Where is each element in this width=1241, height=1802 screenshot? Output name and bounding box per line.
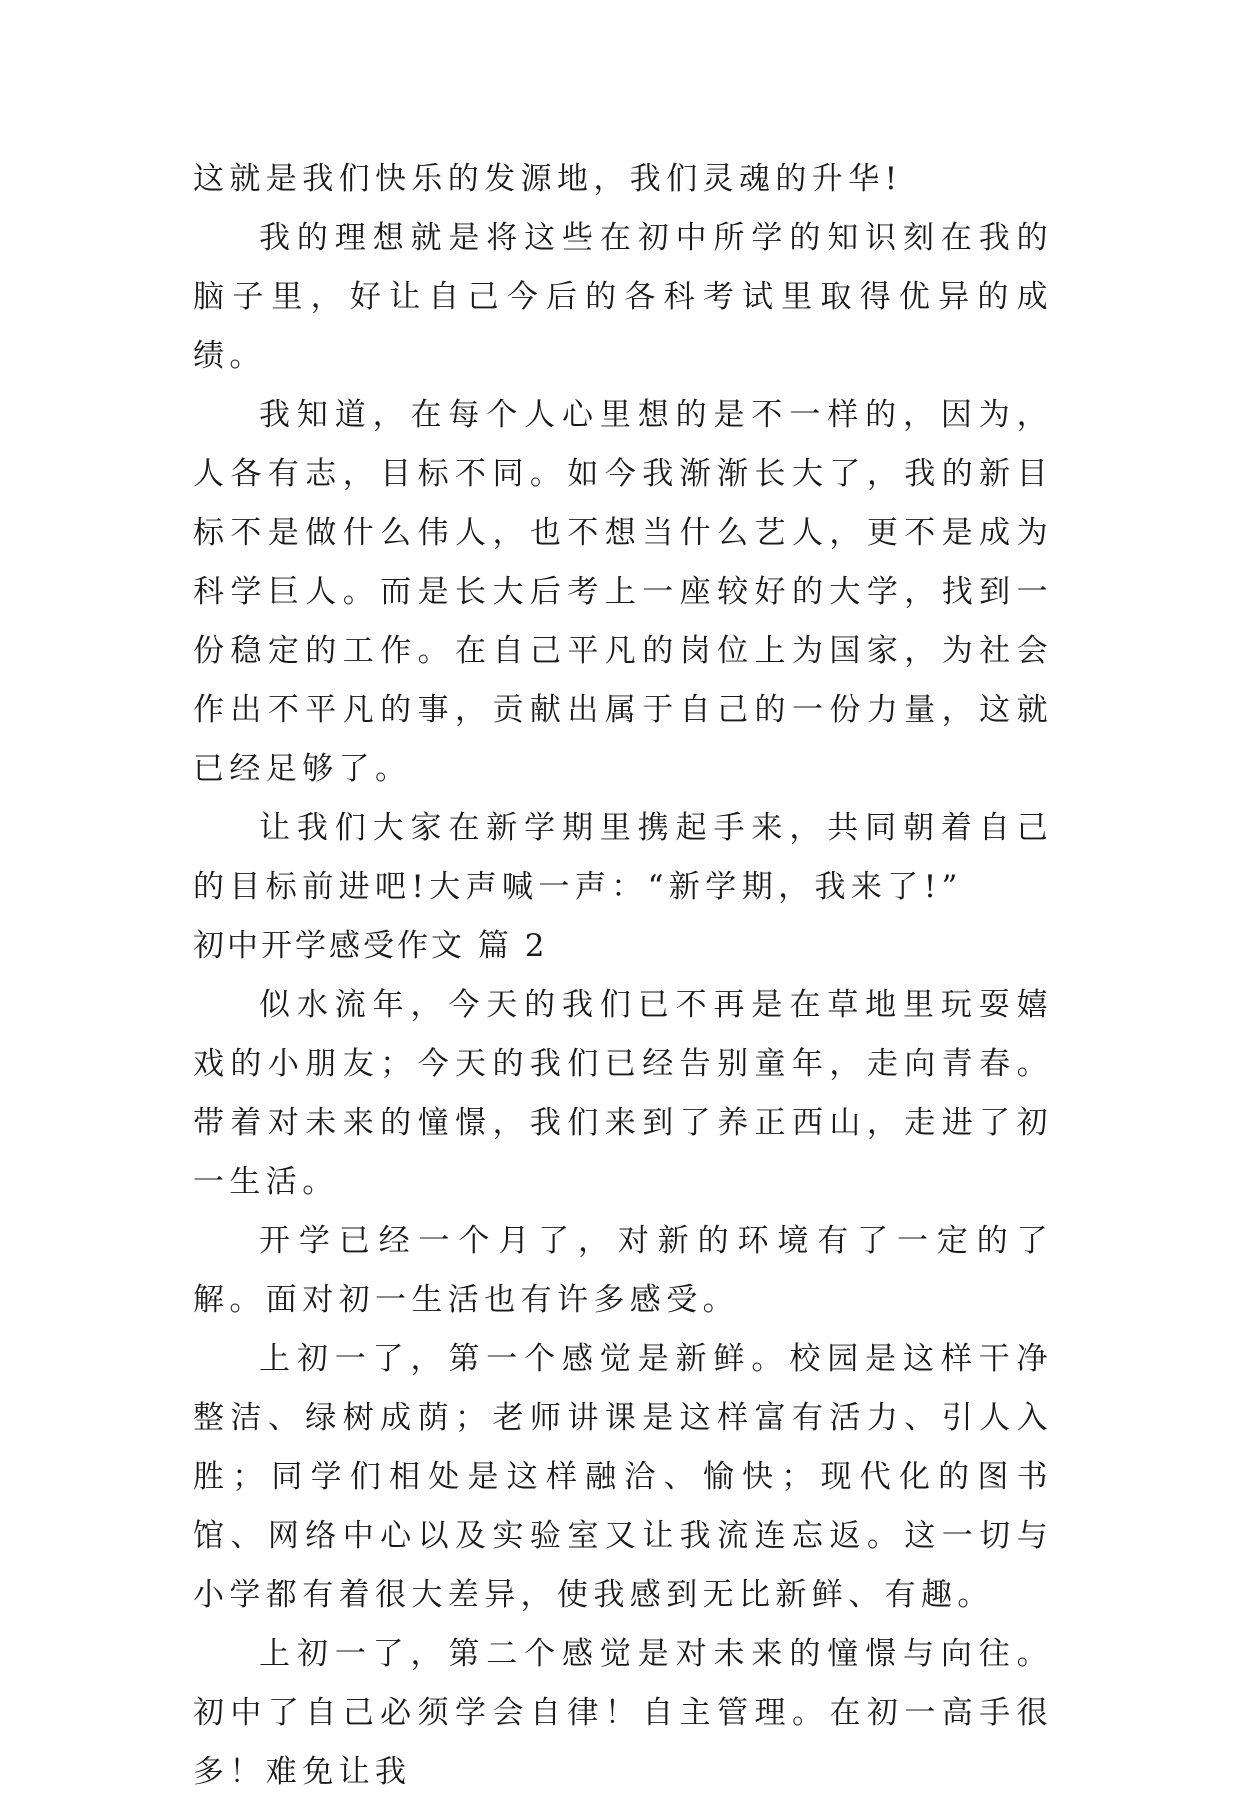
section-heading: 初中开学感受作文 篇 2 bbox=[193, 928, 548, 964]
paragraph: 这就是我们快乐的发源地，我们灵魂的升华! bbox=[193, 161, 903, 197]
document-body bbox=[193, 150, 1053, 1802]
paragraph: 似水流年，今天的我们已不再是在草地里玩耍嬉戏的小朋友；今天的我们已经告别童年，走向青春。带着对未来的憧憬，我们来到了养正西山，走进了初一生活。 bbox=[193, 987, 1053, 1200]
paragraph: 开学已经一个月了，对新的环境有了一定的了解。面对初一生活也有许多感受。 bbox=[193, 1223, 1053, 1318]
paragraph: 我知道，在每个人心里想的是不一样的，因为，人各有志，目标不同。如今我渐渐长大了，我的新目标不是做什么伟人，也不想当什么艺人，更不是成为科学巨人。而是长大后考上一座较好的大学，找到一份稳定的工作。在自己平凡的岗位上为国家，为社会作出不平凡的事，贡献出属于自己的一份力量，这就已经足够了。 bbox=[193, 397, 1053, 787]
paragraph: 我的理想就是将这些在初中所学的知识刻在我的脑子里，好让自己今后的各科考试里取得优异的成绩。 bbox=[193, 220, 1053, 374]
paragraph: 上初一了，第一个感觉是新鲜。校园是这样干净整洁、绿树成荫；老师讲课是这样富有活力、引人入胜；同学们相处是这样融洽、愉快；现代化的图书馆、网络中心以及实验室又让我流连忘返。这一切与小学都有着很大差异，使我感到无比新鲜、有趣。 bbox=[193, 1341, 1053, 1613]
paragraph: 让我们大家在新学期里携起手来，共同朝着自己的目标前进吧!大声喊一声：“新学期，我来了!” bbox=[193, 810, 1053, 905]
paragraph: 上初一了，第二个感觉是对未来的憧憬与向往。初中了自己必须学会自律！自主管理。在初一高手很多！难免让我 bbox=[193, 1636, 1053, 1790]
